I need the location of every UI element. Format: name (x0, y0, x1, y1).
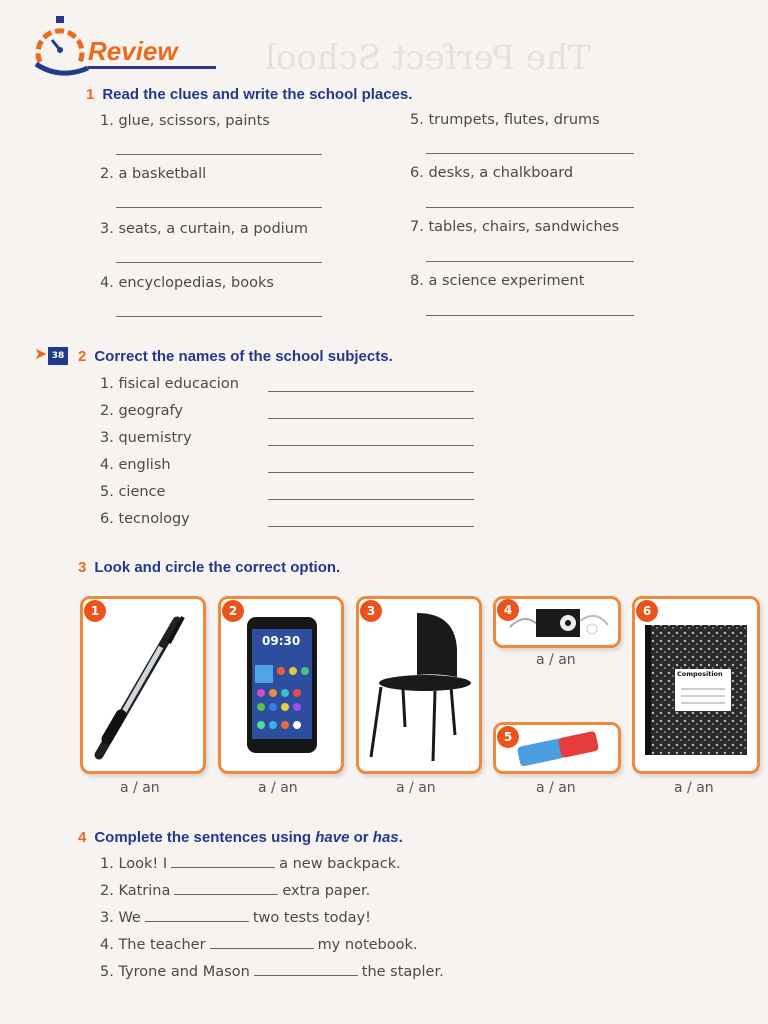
sentence-5-start: 5. Tyrone and Mason (100, 964, 250, 980)
clue-6: 6. desks, a chalkboard (410, 165, 574, 181)
sentence-1-blank[interactable] (171, 867, 275, 868)
notebook-image (635, 599, 757, 771)
word-have: have (315, 829, 350, 846)
card-1-number: 1 (84, 600, 106, 622)
exercise-3-heading-text: Look and circle the correct option. (94, 559, 341, 576)
exercise-3-number: 3 (78, 559, 87, 576)
sentence-1 (100, 856, 401, 872)
card-chair (356, 596, 482, 774)
exercise-2-number: 2 (78, 348, 87, 365)
subject-line-3[interactable] (268, 445, 474, 446)
clue-2: 2. a basketball (100, 166, 207, 182)
subject-line-4[interactable] (268, 472, 474, 473)
phone-image (221, 599, 341, 771)
pen-image (83, 599, 203, 771)
stopwatch-icon (30, 14, 90, 76)
sentence-4-end: my notebook. (317, 937, 418, 953)
option-5[interactable]: a / an (536, 780, 576, 796)
answer-line-6[interactable] (426, 207, 634, 208)
option-4[interactable]: a / an (536, 652, 576, 668)
exercise-2-heading-text: Correct the names of the school subjects. (94, 348, 393, 365)
audio-track-badge: 38 (48, 347, 68, 365)
notebook-label: Composition (677, 670, 723, 678)
chair-image (359, 599, 479, 771)
answer-line-2[interactable] (116, 207, 322, 208)
sentence-3-blank[interactable] (145, 921, 249, 922)
clue-8: 8. a science experiment (410, 273, 585, 289)
card-3-number: 3 (360, 600, 382, 622)
answer-line-4[interactable] (116, 316, 322, 317)
sentence-2 (100, 883, 370, 899)
sentence-4-start: 4. The teacher (100, 937, 206, 953)
option-1[interactable]: a / an (120, 780, 160, 796)
exercise-4-heading-start: Complete the sentences using (94, 829, 316, 846)
card-4-number: 4 (497, 599, 519, 621)
sentence-2-blank[interactable] (174, 894, 278, 895)
heading-period: . (398, 829, 403, 846)
subject-1: 1. fisical educacion (100, 376, 239, 392)
exercise-1-number: 1 (86, 86, 95, 103)
word-has: has (372, 829, 399, 846)
subject-line-6[interactable] (268, 526, 474, 527)
sentence-3-start: 3. We (100, 910, 141, 926)
card-pen (80, 596, 206, 774)
exercise-3-heading (78, 559, 340, 576)
subject-line-1[interactable] (268, 391, 474, 392)
sentence-2-end: extra paper. (282, 883, 371, 899)
exercise-1-heading-text: Read the clues and write the school places. (102, 86, 413, 103)
answer-line-8[interactable] (426, 315, 634, 316)
clue-3: 3. seats, a curtain, a podium (100, 221, 309, 237)
exercise-2-heading (78, 348, 393, 365)
sentence-3 (100, 910, 371, 926)
subject-4: 4. english (100, 457, 171, 473)
sentence-5-blank[interactable] (254, 975, 358, 976)
card-5-number: 5 (497, 726, 519, 748)
exercise-4-number: 4 (78, 829, 87, 846)
clue-1: 1. glue, scissors, paints (100, 113, 270, 129)
option-6[interactable]: a / an (674, 780, 714, 796)
sentence-5 (100, 964, 444, 980)
clue-4: 4. encyclopedias, books (100, 275, 274, 291)
sentence-3-end: two tests today! (252, 910, 371, 926)
subject-6: 6. tecnology (100, 511, 190, 527)
exercise-4-heading (78, 829, 403, 846)
card-2-number: 2 (222, 600, 244, 622)
card-notebook (632, 596, 760, 774)
answer-line-1[interactable] (116, 154, 322, 155)
option-2[interactable]: a / an (258, 780, 298, 796)
sentence-5-end: the stapler. (361, 964, 444, 980)
sentence-4 (100, 937, 418, 953)
show-through-text: The Perfect School (265, 38, 591, 78)
clue-7: 7. tables, chairs, sandwiches (410, 219, 620, 235)
subject-line-2[interactable] (268, 418, 474, 419)
review-title: Review (88, 36, 178, 66)
card-phone (218, 596, 344, 774)
subject-2: 2. geografy (100, 403, 183, 419)
subject-5: 5. cience (100, 484, 166, 500)
sentence-2-start: 2. Katrina (100, 883, 171, 899)
clue-5: 5. trumpets, flutes, drums (410, 112, 600, 128)
sentence-1-start: 1. Look! I (100, 856, 168, 872)
answer-line-3[interactable] (116, 262, 322, 263)
option-3[interactable]: a / an (396, 780, 436, 796)
exercise-1-heading (86, 86, 412, 103)
sentence-4-blank[interactable] (210, 948, 314, 949)
sentence-1-end: a new backpack. (279, 856, 401, 872)
card-6-number: 6 (636, 600, 658, 622)
subject-line-5[interactable] (268, 499, 474, 500)
review-underline (88, 66, 216, 69)
answer-line-5[interactable] (426, 153, 634, 154)
answer-line-7[interactable] (426, 261, 634, 262)
subject-3: 3. quemistry (100, 430, 192, 446)
word-or: or (349, 829, 373, 846)
arrow-icon: ➤ (34, 344, 48, 363)
phone-clock: 09:30 (262, 634, 301, 648)
